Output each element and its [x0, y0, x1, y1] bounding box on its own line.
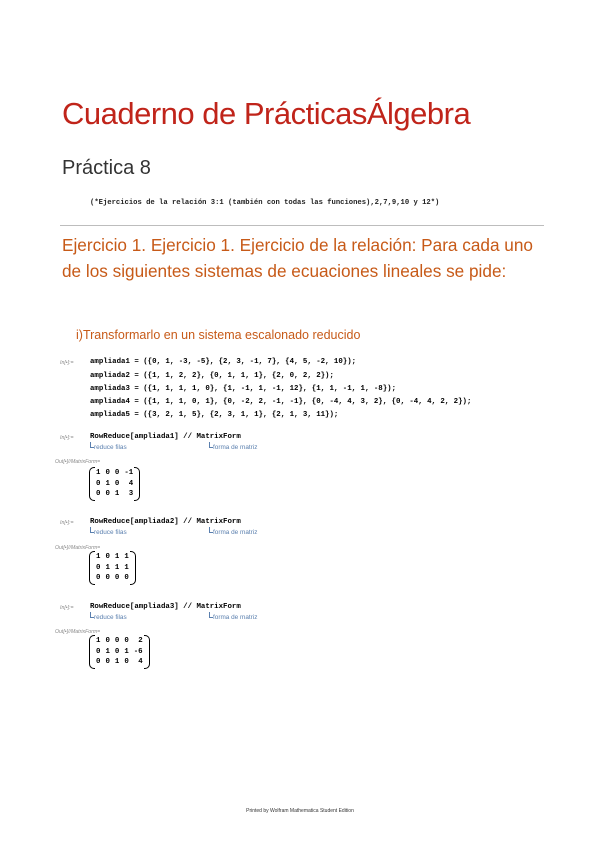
matrixform-hint: forma de matriz: [213, 444, 258, 451]
code-line: ampliada5 = ({3, 2, 1, 5}, {2, 3, 1, 1}, {2, 1, 3, 11});: [90, 411, 339, 419]
matrix-cell: 2: [138, 637, 143, 645]
matrix-cell: 1: [114, 658, 120, 666]
matrix-cell: 0: [105, 469, 110, 477]
matrix-cell: 1: [124, 553, 129, 561]
subsection-heading: i)Transformarlo en un sistema escalonado reducido: [76, 328, 361, 342]
matrix-cell: 1: [105, 479, 110, 488]
matrix-cell: 0: [96, 574, 101, 582]
matrix-cell: 0: [105, 553, 110, 561]
rowreduce-input-cell-2[interactable]: RowReduce[ampliada2] // MatrixForm: [90, 518, 241, 526]
input-label: In[•]:=: [60, 605, 74, 611]
matrix-cell: 0: [114, 637, 120, 645]
matrixform-hint: forma de matriz: [213, 614, 258, 621]
rowreduce-hint: reduce filas: [94, 529, 127, 536]
practice-subtitle: Práctica 8: [62, 157, 151, 179]
matrix-cell: 0: [124, 637, 129, 645]
section-divider: [60, 225, 544, 226]
code-line: ampliada1 = ({0, 1, -3, -5}, {2, 3, -1, 7}, {4, 5, -2, 10});: [90, 358, 357, 366]
matrix-cell: 0: [105, 490, 110, 498]
matrix-cell: 1: [105, 647, 110, 656]
input-label: In[•]:=: [60, 435, 74, 441]
matrix-cell: 1: [114, 553, 120, 561]
output-matrix-1: [89, 467, 140, 501]
matrix-cell: -6: [133, 647, 143, 656]
exercise-comment: (*Ejercicios de la relación 3:1 (también con todas las funciones),2,7,9,10 y 12*): [90, 199, 440, 207]
rowreduce-input-cell-1[interactable]: RowReduce[ampliada1] // MatrixForm: [90, 433, 241, 441]
matrix-right-paren: [144, 635, 150, 669]
matrix-cell: 0: [114, 479, 120, 488]
code-line: ampliada4 = ({1, 1, 1, 0, 1}, {0, -2, 2, -1, -1}, {0, -4, 4, 3, 2}, {0, -4, 4, 2, 2});: [90, 398, 472, 406]
input-label: In[•]:=: [60, 360, 74, 366]
matrix-cell: 1: [114, 563, 120, 572]
matrix-cell: 0: [114, 647, 120, 656]
matrix-cell: -1: [124, 469, 134, 477]
matrix-right-paren: [130, 551, 136, 585]
matrix-right-paren: [134, 467, 140, 501]
matrix-cell: 3: [128, 490, 134, 498]
output-label: Out[•]//MatrixForm=: [55, 629, 101, 635]
matrix-cell: 0: [105, 574, 110, 582]
matrix-cell: 1: [96, 637, 101, 645]
matrix-grid: [95, 551, 130, 585]
matrix-cell: 4: [128, 479, 134, 488]
rowreduce-input-cell-3[interactable]: RowReduce[ampliada3] // MatrixForm: [90, 603, 241, 611]
output-label: Out[•]//MatrixForm=: [55, 545, 101, 551]
exercise-heading: Ejercicio 1. Ejercicio 1. Ejercicio de la relación: Para cada uno de los siguientes sistemas de ecuaciones lineales se pide:: [62, 235, 533, 281]
matrix-cell: 0: [96, 490, 101, 498]
matrix-cell: 0: [105, 658, 110, 666]
matrix-cell: 0: [96, 563, 101, 572]
matrixform-hint: forma de matriz: [213, 529, 258, 536]
rowreduce-hint: reduce filas: [94, 614, 127, 621]
print-footer: Printed by Wolfram Mathematica Student Edition: [246, 808, 354, 814]
matrix-grid: [95, 467, 134, 501]
rowreduce-hint: reduce filas: [94, 444, 127, 451]
matrix-cell: 1: [124, 647, 129, 656]
matrix-cell: 0: [96, 647, 101, 656]
matrix-cell: 0: [105, 637, 110, 645]
code-line: ampliada3 = ({1, 1, 1, 1, 0}, {1, -1, 1, -1, 12}, {1, 1, -1, 1, -8});: [90, 385, 397, 393]
matrix-cell: 0: [124, 658, 129, 666]
input-label: In[•]:=: [60, 520, 74, 526]
output-matrix-2: [89, 551, 136, 585]
matrix-cell: 1: [124, 563, 129, 572]
code-line: ampliada2 = ({1, 1, 2, 2}, {0, 1, 1, 1}, {2, 0, 2, 2});: [90, 372, 334, 380]
output-label: Out[•]//MatrixForm=: [55, 459, 101, 465]
matrix-cell: 0: [124, 574, 129, 582]
matrix-grid: [95, 635, 144, 669]
matrix-cell: 1: [114, 490, 120, 498]
matrix-cell: 4: [138, 658, 143, 666]
matrix-cell: 0: [114, 574, 120, 582]
matrix-cell: 1: [96, 553, 101, 561]
notebook-title: Cuaderno de PrácticasÁlgebra: [62, 96, 471, 131]
matrix-cell: 0: [96, 658, 101, 666]
output-matrix-3: [89, 635, 150, 669]
matrix-cell: 0: [96, 479, 101, 488]
matrix-cell: 1: [96, 469, 101, 477]
matrix-cell: 1: [105, 563, 110, 572]
matrix-cell: 0: [114, 469, 120, 477]
